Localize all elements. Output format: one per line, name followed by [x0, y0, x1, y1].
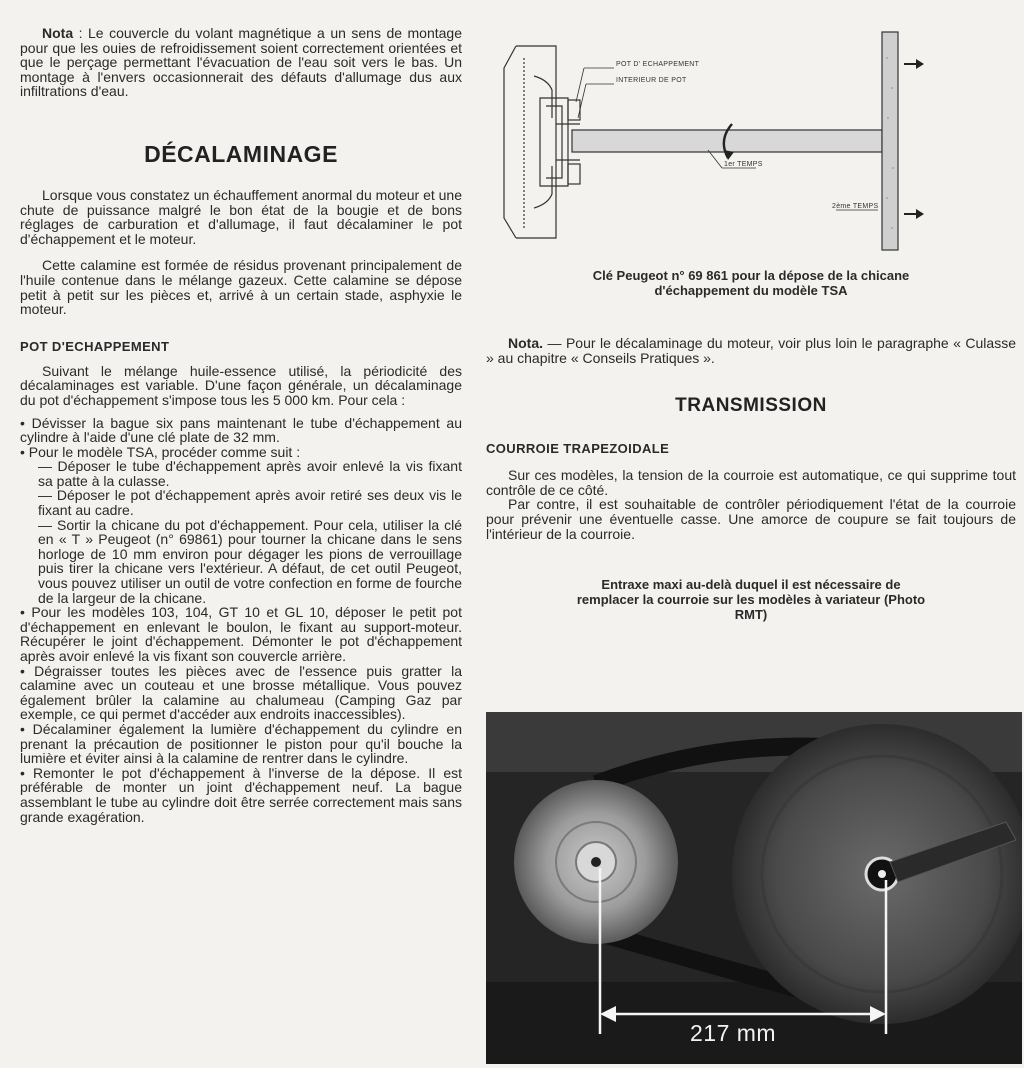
nota-transmission — [486, 336, 1016, 365]
procedure-item: — Déposer le pot d'échappement après avoir retiré ses deux vis le fixant au cadre. — [38, 487, 462, 519]
section-title-decalaminage: DÉCALAMINAGE — [144, 140, 338, 167]
nota-label-right: Nota. — [508, 335, 543, 351]
procedure-item: • Pour les modèles 103, 104, GT 10 et GL 10, déposer le petit pot d'échappement en enlevant le boulon, le fixant au support-moteur. Récupérer le joint d'échappement. Démonter le pot d'échappement après avoir enlevé la vis fixant son couvercle arrière. — [20, 604, 462, 664]
decalaminage-para-1: Lorsque vous constatez un échauffement anormal du moteur et une chute de puissance malgré le bon état de la bougie et de bons réglages de carburation et d'allumage, il faut décalaminer le pot d'échappement et le moteur. — [20, 186, 463, 247]
procedure-item: • Dégraisser toutes les pièces avec de l'essence puis gratter la calamine avec un couteau et une brosse métallique. Vous pouvez également brûler la calamine au chalumeau (Camping Gaz par exemple, ce qui permet d'accéder aux endroits inaccessibles). — [20, 662, 462, 723]
label-2eme-temps: 2ème TEMPS — [832, 203, 879, 210]
measure-label: 217 mm — [690, 1020, 777, 1046]
nota-text: : Le couvercle du volant magnétique a un sens de montage pour que les ouies de refroidissement soient correctement orientées et que le perçage permettant l'évacuation de l'eau soit vers le bas. Un montage à l'envers occasionnerait des défauts d'allumage dus aux infiltrations d'eau. — [20, 25, 462, 100]
subtitle-courroie: COURROIE TRAPEZOIDALE — [486, 441, 670, 457]
nota-label: Nota — [42, 25, 74, 41]
procedure-item: • Décalaminer également la lumière d'échappement du cylindre en prenant la précaution de positionner le piston pour qu'il bouche la lumière et éviter ainsi à la calamine de rentrer dans le cylindre. — [20, 720, 462, 767]
belt-photo-drawing — [486, 712, 1022, 1064]
caption-photo: Entraxe maxi au-delà duquel il est nécessaire de remplacer la courroie sur les modèles à variateur (Photo RMT) — [576, 577, 926, 623]
procedure-item: • Remonter le pot d'échappement à l'inverse de la dépose. Il est préférable de monter un joint d'échappement neuf. La bague assemblant le tube au cylindre doit être serrée correctement mais sans grande exagération. — [20, 764, 462, 825]
section-title-transmission: TRANSMISSION — [675, 395, 827, 417]
subtitle-pot-echappement: POT D'ECHAPPEMENT — [20, 338, 170, 354]
pot-para-intro: Suivant le mélange huile-essence utilisé, la périodicité des décalaminages est variable. D'une façon générale, un décalaminage du pot d'échappement s'impose tous les 5 000 km. Pour cela : — [20, 362, 462, 408]
right-column — [486, 0, 1016, 622]
procedure-item: — Déposer le tube d'échappement après avoir enlevé la vis fixant sa patte à la culasse. — [38, 458, 462, 489]
caption-tool: Clé Peugeot n° 69 861 pour la dépose de la chicane d'échappement du modèle TSA — [592, 268, 910, 298]
procedure-item: • Dévisser la bague six pans maintenant le tube d'échappement au cylindre à l'aide d'une clé plate de 32 mm. — [20, 414, 462, 446]
belt-photo — [486, 712, 1022, 1064]
courroie-para-2: Par contre, il est souhaitable de contrôler périodiquement l'état de la courroie pour prévenir une éventuelle casse. Une amorce de coupure se fait toujours de l'intérieur de la courroie. — [486, 496, 1016, 542]
left-column — [20, 0, 462, 824]
nota-paragraph — [20, 26, 462, 99]
nota-text-right: — Pour le décalaminage du moteur, voir plus loin le paragraphe « Culasse » au chapitre « Conseils Pratiques ». — [486, 335, 1016, 366]
procedure-item: — Sortir la chicane du pot d'échappement. Pour cela, utiliser la clé en « T » Peugeot (n° 69861) pour tourner la chicane dans le sens horloge de 10 mm environ pour dégager les pions de verrouillage puis tirer la chicane vers l'extérieur. A défaut, de cet outil Peugeot, vous pouvez utiliser un outil de votre confection en forme de fourche de la largeur de la chicane. — [38, 516, 462, 606]
procedure-item: • Pour le modèle TSA, procéder comme suit : — [20, 443, 301, 460]
label-1er-temps: 1er TEMPS — [724, 161, 763, 168]
decalaminage-para-2: Cette calamine est formée de résidus provenant principalement de l'huile contenue dans le mélange gazeux. Cette calamine se dépose petit à petit sur les pièces et, arrivé à un certain stade, asphyxie le moteur. — [20, 257, 462, 318]
label-interieur-pot: INTERIEUR DE POT — [616, 77, 687, 84]
procedure-list — [20, 416, 462, 825]
courroie-para-1: Sur ces modèles, la tension de la courroie est automatique, ce qui supprime tout contrôle de ce côté. — [486, 467, 1016, 498]
label-pot-echappement: POT D' ECHAPPEMENT — [616, 61, 700, 68]
